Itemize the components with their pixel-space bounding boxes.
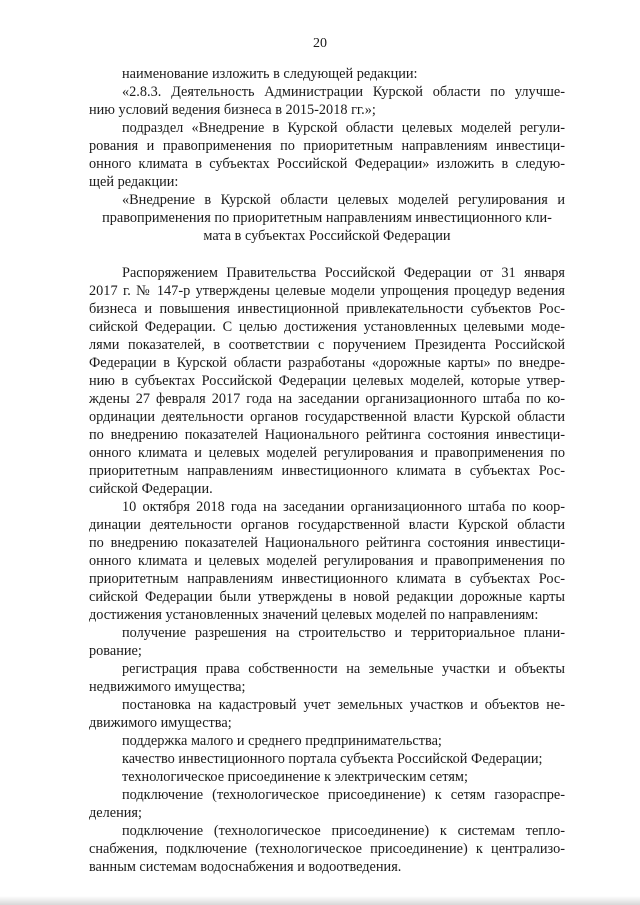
text-line: ординации деятельности органов государственной власти Курской области bbox=[89, 409, 565, 425]
text-line: сийской Федерации. bbox=[89, 481, 213, 497]
text-line: 2017 г. № 147-р утверждены целевые модели упрощения процедур ведения bbox=[89, 283, 565, 299]
heading-line: правоприменения по приоритетным направлениям инвестиционного кли- bbox=[102, 210, 552, 226]
list-item: постановка на кадастровый учет земельных участков и объектов не- bbox=[122, 697, 565, 713]
text-line: лями показателей, в соответствии с поручением Президента Российской bbox=[89, 337, 565, 353]
text-line: нию условий ведения бизнеса в 2015-2018 гг.»; bbox=[89, 102, 376, 118]
text-line: приоритетным направлениям инвестиционного климата в субъектах Рос- bbox=[89, 463, 565, 479]
list-item-continuation: снабжения, подключение (технологическое присоединение) к централизо- bbox=[89, 841, 565, 857]
text-line: подраздел «Внедрение в Курской области целевых моделей регули- bbox=[122, 120, 565, 136]
text-line: онного климата и целевых моделей регулирования и правоприменения по bbox=[89, 445, 565, 461]
text-line: Федерации в Курской области разработаны «дорожные карты» по внедре- bbox=[89, 355, 565, 371]
text-line: щей редакции: bbox=[89, 174, 179, 190]
list-item: регистрация права собственности на земельные участки и объекты bbox=[122, 661, 565, 677]
list-item: поддержка малого и среднего предпринимательства; bbox=[122, 733, 442, 749]
text-line: 10 октября 2018 года на заседании организационного штаба по коор- bbox=[122, 499, 565, 515]
list-item: качество инвестиционного портала субъекта Российской Федерации; bbox=[122, 751, 543, 767]
list-item: подключение (технологическое присоединение) к сетям газораспре- bbox=[122, 787, 565, 803]
text-line: ждены 27 февраля 2017 года на заседании организационного штаба по ко- bbox=[89, 391, 565, 407]
text-line: приоритетным направлениям инвестиционного климата в субъектах Рос- bbox=[89, 571, 565, 587]
text-line: Распоряжением Правительства Российской Федерации от 31 января bbox=[122, 265, 565, 281]
text-line: динации деятельности органов государственной власти Курской области bbox=[89, 517, 565, 533]
list-item-continuation: ванным системам водоснабжения и водоотведения. bbox=[89, 859, 402, 875]
list-item-continuation: движимого имущества; bbox=[89, 715, 232, 731]
text-line: сийской Федерации были утверждены в новой редакции дорожные карты bbox=[89, 589, 565, 605]
list-item-continuation: рование; bbox=[89, 643, 142, 659]
text-line: бизнеса и повышения инвестиционной привлекательности субъектов Рос- bbox=[89, 301, 565, 317]
list-item-continuation: деления; bbox=[89, 805, 142, 821]
text-line: нию в субъектах Российской Федерации целевых моделей, которые утвер- bbox=[89, 373, 565, 389]
list-item: получение разрешения на строительство и территориальное плани- bbox=[122, 625, 565, 641]
page-number: 20 bbox=[313, 36, 327, 51]
text-line: по внедрению показателей Национального рейтинга состояния инвестици- bbox=[89, 427, 565, 443]
text-line: онного климата в субъектах Российской Федерации» изложить в следую- bbox=[89, 156, 565, 172]
text-line: достижения установленных значений целевых моделей по направлениям: bbox=[89, 607, 539, 623]
list-item-continuation: недвижимого имущества; bbox=[89, 679, 246, 695]
list-item: подключение (технологическое присоединение) к системам тепло- bbox=[122, 823, 565, 839]
heading-line: мата в субъектах Российской Федерации bbox=[203, 228, 451, 244]
text-line: сийской Федерации. С целью достижения установленных целевыми моде- bbox=[89, 319, 565, 335]
text-line: рования и правоприменения по приоритетным направлениям инвестици- bbox=[89, 138, 565, 154]
text-line: наименование изложить в следующей редакции: bbox=[122, 66, 418, 82]
scan-bottom-edge bbox=[0, 896, 640, 905]
text-line: «2.8.3. Деятельность Администрации Курской области по улучше- bbox=[122, 84, 565, 100]
list-item: технологическое присоединение к электрическим сетям; bbox=[122, 769, 468, 785]
heading-line: «Внедрение в Курской области целевых моделей регулирования и bbox=[122, 192, 565, 208]
text-line: онного климата и целевых моделей регулирования и правоприменения по bbox=[89, 553, 565, 569]
text-line: по внедрению показателей Национального рейтинга состояния инвестици- bbox=[89, 535, 565, 551]
